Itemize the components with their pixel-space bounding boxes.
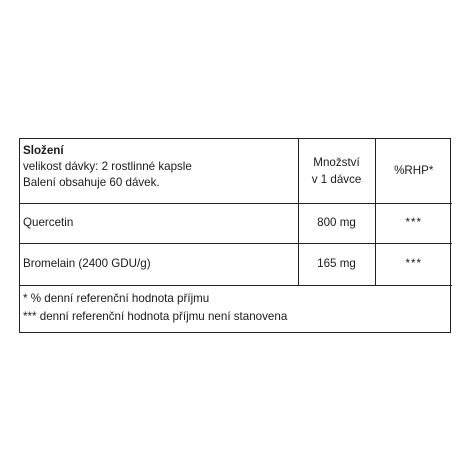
footnotes-cell xyxy=(20,285,452,334)
amount-header-line2: v 1 dávce xyxy=(311,172,362,186)
amount-header-cell xyxy=(298,139,375,203)
footnotes-row xyxy=(20,285,452,334)
ingredient-rhp: *** xyxy=(375,203,452,243)
composition-title: Složení xyxy=(23,144,64,157)
rhp-header-cell: %RHP* xyxy=(375,139,452,203)
servings-per-pack-text: Balení obsahuje 60 dávek. xyxy=(23,176,160,189)
amount-header-line1: Množství xyxy=(313,155,360,169)
table-row xyxy=(20,243,452,285)
ingredient-amount: 165 mg xyxy=(298,243,375,285)
ingredient-name: Bromelain (2400 GDU/g) xyxy=(20,243,298,285)
table-header-row xyxy=(20,139,452,203)
ingredient-rhp: *** xyxy=(375,243,452,285)
supplement-facts-table xyxy=(20,139,452,334)
ingredient-amount: 800 mg xyxy=(298,203,375,243)
table-row xyxy=(20,203,452,243)
serving-size-text: velikost dávky: 2 rostlinné kapsle xyxy=(23,160,192,173)
composition-header-cell xyxy=(20,139,298,203)
supplement-facts-panel xyxy=(19,138,451,333)
footnote-rhp: * % denní referenční hodnota příjmu xyxy=(23,291,210,305)
footnote-not-established: *** denní referenční hodnota příjmu není stanovena xyxy=(23,309,288,323)
ingredient-name: Quercetin xyxy=(20,203,298,243)
